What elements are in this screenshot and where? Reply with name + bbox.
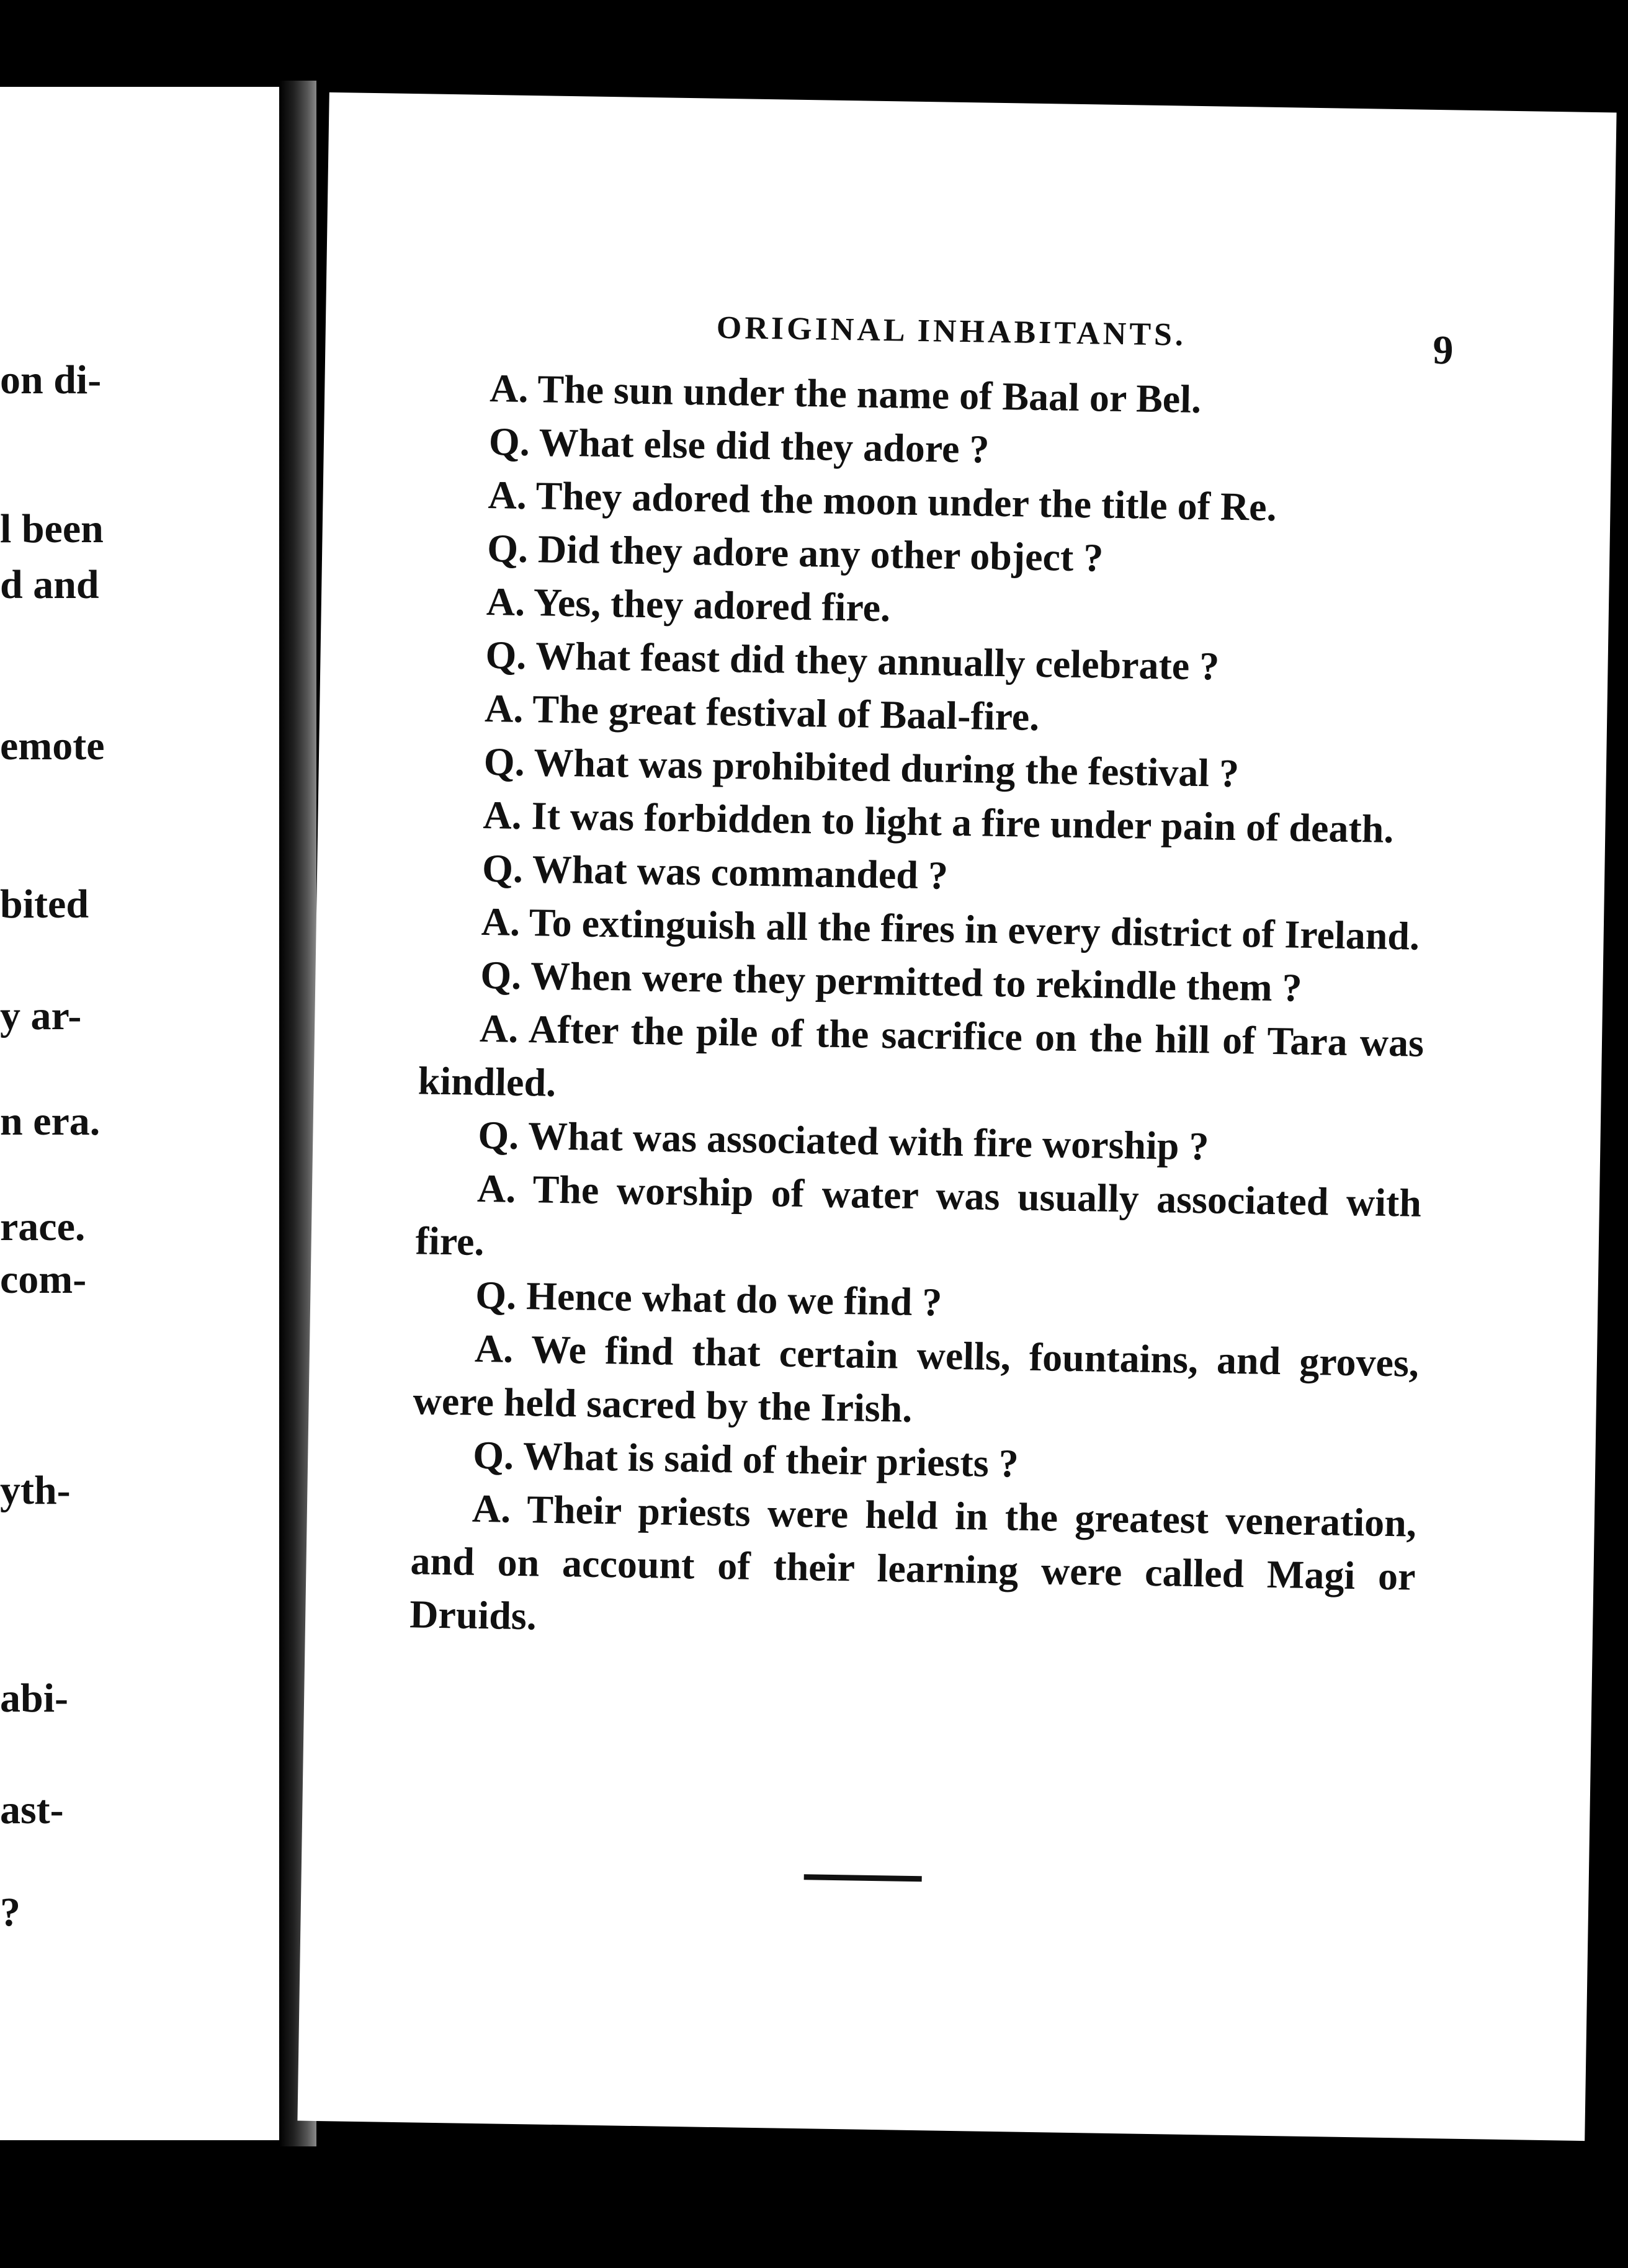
left-page-fragment: d and xyxy=(0,562,99,607)
answer-paragraph: A. We find that certain wells, fountains, and groves, were held sacred by the Irish. xyxy=(413,1326,1420,1431)
left-facing-page xyxy=(0,87,279,2140)
left-page-fragment: com- xyxy=(0,1257,87,1302)
left-page-fragment: l been xyxy=(0,506,104,551)
catechism-text xyxy=(409,360,1434,1656)
answer-paragraph: A. Yes, they adored fire. xyxy=(486,579,891,630)
left-page-fragment: abi- xyxy=(0,1676,69,1721)
left-page-fragment: ast- xyxy=(0,1787,64,1833)
answer-paragraph: A. To extinguish all the fires in every district of Ireland. xyxy=(481,899,1420,958)
left-page-fragment: yth- xyxy=(0,1468,71,1513)
book-page xyxy=(297,92,1616,2141)
question-paragraph: Q. What was prohibited during the festival ? xyxy=(483,739,1240,796)
question-paragraph: Q. What was commanded ? xyxy=(481,846,949,898)
answer-paragraph: A. The great festival of Baal-fire. xyxy=(484,685,1040,739)
section-end-rule xyxy=(804,1874,922,1882)
left-page-fragment: y ar- xyxy=(0,993,82,1038)
question-paragraph: Q. Hence what do we find ? xyxy=(475,1272,942,1324)
answer-paragraph: A. They adored the moon under the title of Re. xyxy=(488,473,1277,529)
left-page-fragment: ? xyxy=(0,1890,20,1935)
question-paragraph: Q. What is said of their priests ? xyxy=(472,1432,1019,1486)
left-page-fragment: race. xyxy=(0,1204,86,1249)
answer-paragraph: A. The worship of water was usually associated with fire. xyxy=(415,1166,1422,1264)
page-number: 9 xyxy=(1432,327,1454,373)
answer-paragraph: A. The sun under the name of Baal or Bel. xyxy=(489,366,1202,422)
answer-paragraph: A. After the pile of the sacrifice on the hill of Tara was kindled. xyxy=(418,1006,1425,1105)
left-page-fragment: n era. xyxy=(0,1099,101,1144)
left-page-fragment: on di- xyxy=(0,357,102,403)
question-paragraph: Q. What feast did they annually celebrate ? xyxy=(485,632,1220,689)
question-paragraph: Q. What was associated with fire worship ? xyxy=(477,1112,1209,1169)
question-paragraph: Q. Did they adore any other object ? xyxy=(486,525,1104,580)
question-paragraph: Q. When were they permitted to rekindle them ? xyxy=(480,952,1303,1010)
question-paragraph: Q. What else did they adore ? xyxy=(488,419,990,471)
answer-paragraph: A. It was forbidden to light a fire under pain of death. xyxy=(482,792,1394,851)
answer-paragraph: A. Their priests were held in the greatest veneration, and on account of their learning were called Magi or Druids. xyxy=(409,1486,1417,1638)
running-title: ORIGINAL INHABITANTS. xyxy=(716,310,1187,353)
left-page-fragment: emote xyxy=(0,723,105,769)
left-page-fragment: bited xyxy=(0,882,89,927)
